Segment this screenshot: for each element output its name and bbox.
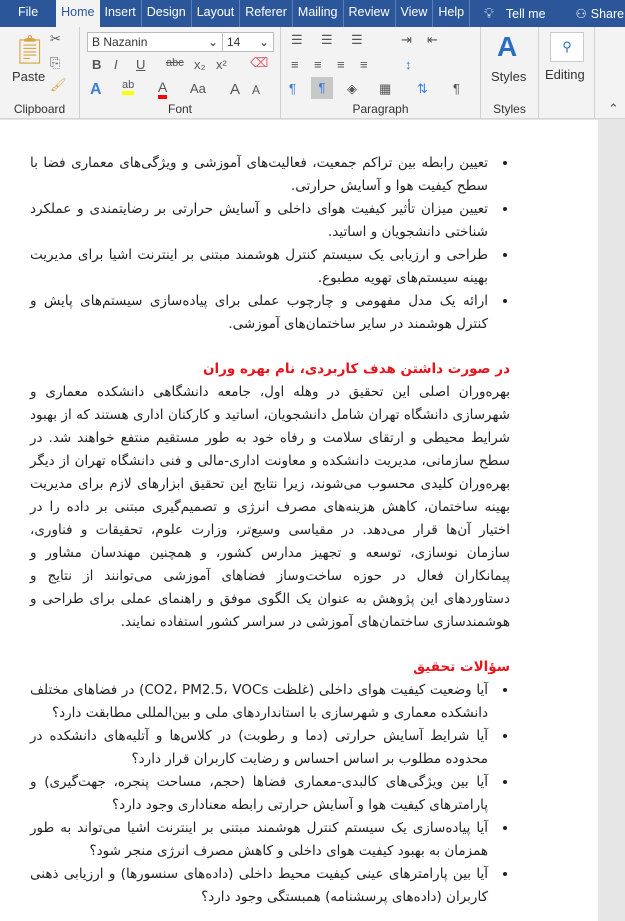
font-name-value: B Nazanin <box>92 35 148 49</box>
list-item: • آیا بین ویژگی‌های کالبدی-معماری فضاها (حجم، مساحت پنجره، جهت‌گیری) و پارامترهای کیفیت هوا و آسایش حرارتی رابطه معناداری وجود دارد؟ <box>30 771 492 817</box>
tab-layout[interactable]: Layout <box>192 0 241 27</box>
cut-icon[interactable]: ✂ <box>50 31 61 46</box>
change-case-button[interactable]: Aa <box>190 81 206 96</box>
strikethrough-button[interactable]: abc <box>166 57 184 69</box>
format-painter-icon[interactable]: 🖌︎ <box>50 77 67 92</box>
copy-icon[interactable]: ⎘ <box>50 55 61 70</box>
font-name-select[interactable] <box>87 32 223 52</box>
align-right-icon[interactable]: ≡ <box>337 57 345 72</box>
document-content <box>30 152 510 909</box>
font-size-select[interactable] <box>222 32 274 52</box>
styles-label: Styles <box>493 102 526 116</box>
multilevel-list-icon[interactable]: ☰ <box>351 32 363 47</box>
research-questions-list <box>30 679 510 909</box>
list-item: • تعیین رابطه بین تراکم جمعیت، فعالیت‌های آموزشی و ویژگی‌های معماری فضا با سطح کیفیت هوا و آسایش حرارتی. <box>30 152 492 198</box>
paragraph-label: Paragraph <box>352 102 409 116</box>
lightbulb-icon: 💡︎ <box>484 5 494 21</box>
tab-file[interactable]: File <box>18 5 39 19</box>
person-add-icon: ⚇ <box>575 7 587 21</box>
research-questions-heading: سؤالات تحقیق <box>413 659 510 675</box>
font-color-icon[interactable]: A <box>158 79 167 99</box>
paragraph-group <box>281 27 481 119</box>
ribbon-tabs <box>0 0 625 27</box>
list-item: • طراحی و ارزیابی یک سیستم کنترل هوشمند مبتنی بر اینترنت اشیا برای مدیریت بهینه سیستم‌های تهویه مطبوع. <box>30 244 492 290</box>
styles-button[interactable]: Styles <box>491 69 527 84</box>
bold-button[interactable]: B <box>92 57 102 72</box>
paste-icon[interactable]: 📋︎ <box>12 34 48 65</box>
tab-home[interactable]: Home <box>56 0 99 27</box>
list-item: • آیا شرایط آسایش حرارتی (دما و رطوبت) در کلاس‌ها و آتلیه‌های دانشکده در محدوده مطلوب بر اساس احساس و رضایت کاربران قرار دارد؟ <box>30 725 492 771</box>
font-size-value: 14 <box>227 35 241 49</box>
chevron-down-icon: ⌄ <box>258 35 269 49</box>
shrink-font-button[interactable]: A <box>252 83 261 97</box>
search-icon[interactable]: ⚲ <box>550 32 584 62</box>
bullets-icon[interactable]: ☰ <box>291 32 303 47</box>
highlight-icon[interactable]: ab <box>122 79 134 95</box>
subscript-button[interactable]: x₂ <box>194 57 206 72</box>
superscript-button[interactable]: x² <box>216 57 227 72</box>
share-button[interactable]: Share <box>590 6 625 21</box>
list-item: • آیا بین پارامترهای عینی کیفیت محیط داخلی (داده‌های سنسورها) و ارزیابی ذهنی کاربران (داده‌های پرسشنامه) همبستگی وجود دارد؟ <box>30 863 492 909</box>
beneficiaries-paragraph: بهره‌وران اصلی این تحقیق در وهله اول، جامعه دانشگاهی دانشکده معماری و شهرسازی دانشگاه تهران شامل دانشجویان، اساتید و کارکنان اداری هستند که از بهبود شرایط محیطی و ارتقای سلامت و رفاه خود به طور مستقیم منتفع خواهند شد. در سطح سازمانی، مدیریت دانشکده و معاونت اداری-مالی و فنی دانشگاه تهران از دیگر بهره‌وران کلیدی محسوب می‌شوند، زیرا نتایج این تحقیق ابزارهای لازم برای مدیریت بهینه ساختمان، کاهش هزینه‌های مصرف انرژی و تصمیم‌گیری مبتنی بر داده را در اختیار آن‌ها قرار می‌دهد. در مقیاسی وسیع‌تر، وزارت علوم، تحقیقات و فناوری، سازمان نوسازی، توسعه و تجهیز مدارس کشور، و همچنین مهندسان مشاور و پیمانکاران فعال در حوزه ساخت‌وساز فضاهای آموزشی می‌توانند از نتایج و دستاوردهای این پژوهش به عنوان یک الگوی موفق و راهنمای عملی برای طراحی و هوشمندسازی ساختمان‌های آموزشی در سراسر کشور استفاده نمایند. <box>30 384 510 630</box>
show-formatting-icon[interactable]: ¶ <box>453 81 460 96</box>
font-group <box>80 27 281 119</box>
tab-design[interactable]: Design <box>142 0 192 27</box>
tab-help[interactable]: Help <box>433 0 470 27</box>
ribbon <box>0 27 625 119</box>
numbering-icon[interactable]: ☰ <box>321 32 333 47</box>
underline-button[interactable]: U <box>136 57 146 72</box>
paste-button[interactable]: Paste <box>12 69 46 84</box>
ltr-direction-icon[interactable]: ¶ <box>289 81 296 96</box>
chevron-down-icon: ⌄ <box>207 35 218 49</box>
font-label: Font <box>167 102 192 116</box>
styles-icon[interactable]: A <box>497 31 518 62</box>
align-left-icon[interactable]: ≡ <box>291 57 299 72</box>
clear-formatting-icon[interactable]: ⌫ <box>250 55 269 70</box>
editing-group <box>539 27 595 119</box>
tab-review[interactable]: Review <box>344 0 396 27</box>
increase-indent-icon[interactable]: ⇤ <box>427 32 438 47</box>
justify-icon[interactable]: ≡ <box>360 57 368 72</box>
styles-group <box>481 27 539 119</box>
collapse-ribbon-icon[interactable]: ⌃ <box>608 101 619 116</box>
italic-button[interactable]: I <box>114 57 118 72</box>
align-center-icon[interactable]: ≡ <box>314 57 322 72</box>
beneficiaries-heading: در صورت داشتن هدف کاربردی، نام بهره وران <box>202 361 510 377</box>
tab-view[interactable]: View <box>396 0 434 27</box>
clipboard-label: Clipboard <box>13 102 66 116</box>
shading-icon[interactable]: ◈ <box>347 81 357 96</box>
vertical-scrollbar[interactable] <box>598 120 625 921</box>
tab-insert[interactable]: Insert <box>100 0 142 27</box>
list-item: • تعیین میزان تأثیر کیفیت هوای داخلی و آسایش حرارتی بر رضایتمندی و عملکرد شناختی دانشجویان و اساتید. <box>30 198 492 244</box>
list-item: • آیا وضعیت کیفیت هوای داخلی (غلظت CO2، PM2.5، VOCs) در فضاهای مختلف دانشکده معماری و شهرسازی با استانداردهای ملی و بین‌المللی مطابقت دارد؟ <box>30 679 492 725</box>
rtl-direction-icon[interactable]: ¶ <box>311 77 333 99</box>
text-effects-icon[interactable]: A <box>90 81 102 98</box>
decrease-indent-icon[interactable]: ⇥ <box>401 32 412 47</box>
grow-font-button[interactable]: A <box>230 81 241 98</box>
list-item: • ارائه یک مدل مفهومی و چارچوب عملی برای پیاده‌سازی سیستم‌های پایش و کنترل هوشمند در سایر ساختمان‌های آموزشی. <box>30 290 492 336</box>
objectives-list <box>30 152 510 336</box>
sort-icon[interactable]: ⇅ <box>417 81 428 96</box>
clipboard-group <box>0 27 80 119</box>
borders-icon[interactable]: ▦ <box>379 81 392 96</box>
tab-mailings[interactable]: Mailing <box>293 0 344 27</box>
editing-button[interactable]: Editing <box>545 67 585 82</box>
tab-references[interactable]: Referer <box>240 0 293 27</box>
tell-me-button[interactable]: Tell me <box>505 6 546 21</box>
list-item: • آیا پیاده‌سازی یک سیستم کنترل هوشمند مبتنی بر اینترنت اشیا می‌تواند به طور همزمان به بهبود کیفیت هوای داخلی و کاهش مصرف انرژی منجر شود؟ <box>30 817 492 863</box>
line-spacing-icon[interactable]: ↕ <box>405 57 412 72</box>
